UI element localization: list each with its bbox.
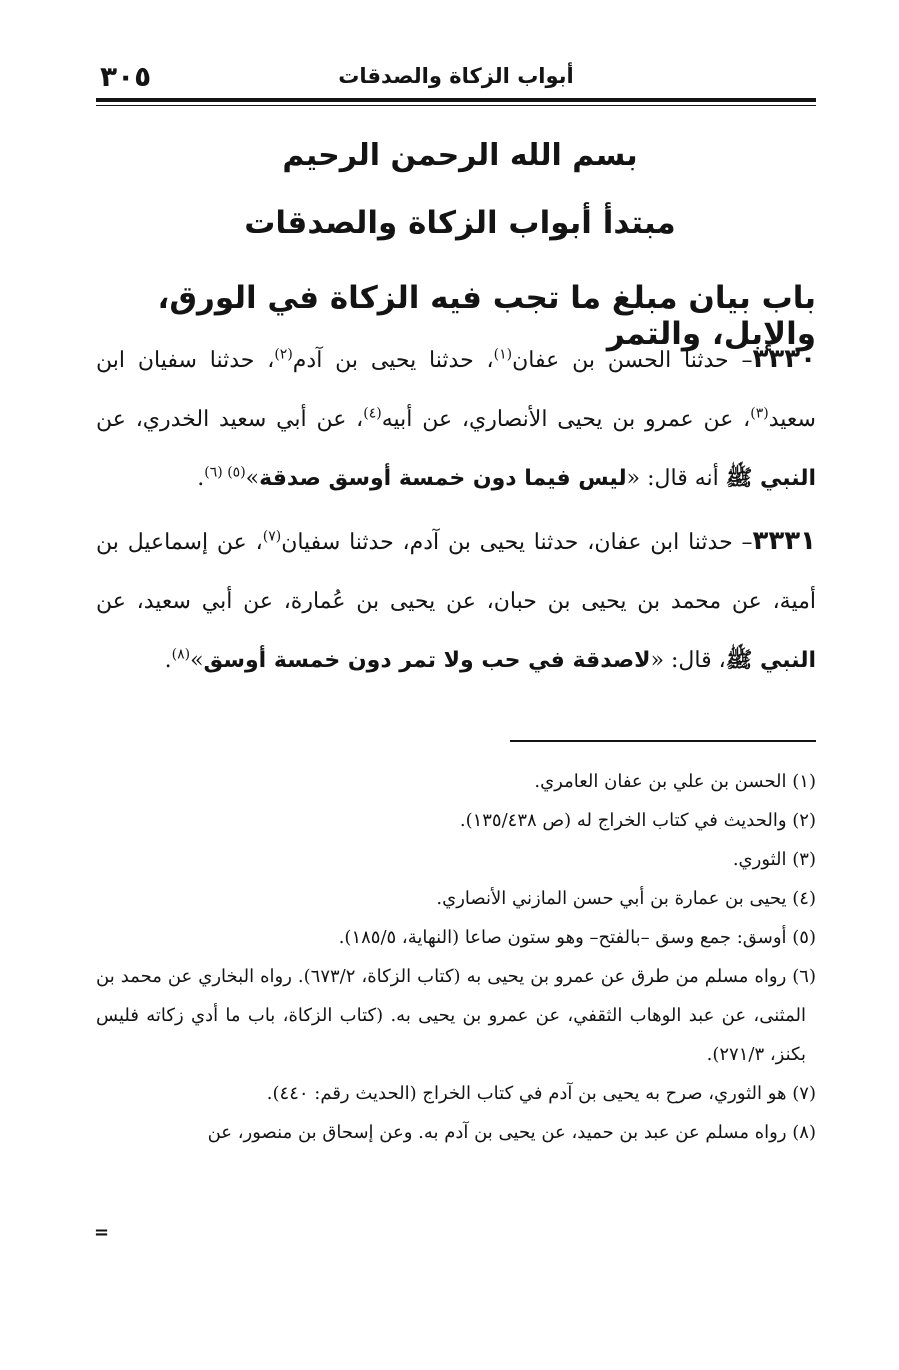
continuation-mark: = xyxy=(94,1222,110,1243)
hadith-number: ٣٣٣٠ xyxy=(752,344,816,374)
hadith-text: . xyxy=(197,466,205,491)
footnote: (٥) أوسق: جمع وسق –بالفتح– وهو ستون صاعا (النهاية، ١٨٥/٥). xyxy=(338,927,816,948)
footnotes xyxy=(96,762,816,1152)
footnote: (٧) هو الثوري، صرح به يحيى بن آدم في كتاب الخراج (الحديث رقم: ٤٤٠). xyxy=(266,1083,816,1104)
chapter-title: باب بيان مبلغ ما تجب فيه الزكاة في الورق، والإبل، والتمر xyxy=(157,280,816,352)
footnote: (٢) والحديث في كتاب الخراج له (ص ١٣٥/٤٣٨). xyxy=(459,810,816,831)
footnote-ref: (٧) xyxy=(262,528,282,545)
footnote-ref: (٨) xyxy=(171,646,191,663)
footnote-ref: (٣) xyxy=(750,405,769,422)
hadith-text: أنه قال: « xyxy=(626,466,726,491)
hadith-text: ، عن أبي سعيد الخدري، عن xyxy=(96,407,364,432)
basmala: بسم الله الرحمن الرحيم xyxy=(282,138,638,173)
hadith-text: ، حدثنا يحيى بن آدم xyxy=(292,348,494,373)
hadith-quote: ليس فيما دون خمسة أوسق صدقة xyxy=(259,466,627,491)
footnote-ref: (٤) xyxy=(363,405,382,422)
page-number: ٣٠٥ xyxy=(100,60,152,93)
running-title: أبواب الزكاة والصدقات xyxy=(338,64,574,88)
hadith-3331 xyxy=(96,512,816,690)
footnote: (٤) يحيى بن عمارة بن أبي حسن المازني الأنصاري. xyxy=(436,888,816,909)
hadith-number: ٣٣٣١ xyxy=(752,526,816,556)
hadith-text: – حدثنا الحسن بن عفان xyxy=(512,348,753,373)
footnote: (٦) رواه مسلم من طرق عن عمرو بن يحيى به (كتاب الزكاة، ٦٧٣/٢). رواه البخاري عن محمد بن المثنى، عن عبد الوهاب الثقفي، عن عمرو بن يحيى به. (كتاب الزكاة، باب ما أدي زكاته فليس بكنز، ٢٧١/٣). xyxy=(96,966,816,1065)
hadith-text: . xyxy=(164,648,172,673)
footnote-ref: (٢) xyxy=(274,346,293,363)
footnote: (٣) الثوري. xyxy=(732,849,816,870)
hadith-text: – حدثنا ابن عفان، حدثنا يحيى بن آدم، حدثنا سفيان xyxy=(281,530,753,555)
hadith-text: » xyxy=(245,466,260,491)
header-rule-thick xyxy=(96,98,816,102)
footnote-ref: (١) xyxy=(493,346,513,363)
hadith-text: ، عن عمرو بن يحيى الأنصاري، عن أبيه xyxy=(381,407,751,432)
page-header xyxy=(96,56,816,100)
header-rule-thin xyxy=(96,105,816,106)
hadith-text: ، قال: « xyxy=(650,648,726,673)
footnote-ref: (٥) (٦) xyxy=(204,464,246,481)
hadith-3330 xyxy=(96,330,816,508)
prophet-mention: النبي ﷺ xyxy=(725,648,816,673)
prophet-mention: النبي ﷺ xyxy=(725,466,816,491)
footnote: (١) الحسن بن علي بن عفان العامري. xyxy=(534,771,816,792)
hadith-text: ، حدثنا سفيان ابن سعيد xyxy=(96,348,816,432)
book-title: مبتدأ أبواب الزكاة والصدقات xyxy=(244,205,676,241)
hadith-quote: لاصدقة في حب ولا تمر دون خمسة أوسق xyxy=(203,648,651,673)
hadith-text: ، عن إسماعيل بن أمية، عن محمد بن يحيى بن حبان، عن يحيى بن عُمارة، عن أبي سعيد، عن xyxy=(96,530,816,614)
footnote-separator xyxy=(510,740,816,742)
hadith-text: » xyxy=(190,648,204,673)
footnote: (٨) رواه مسلم عن عبد بن حميد، عن يحيى بن آدم به. وعن إسحاق بن منصور، عن xyxy=(207,1122,816,1143)
